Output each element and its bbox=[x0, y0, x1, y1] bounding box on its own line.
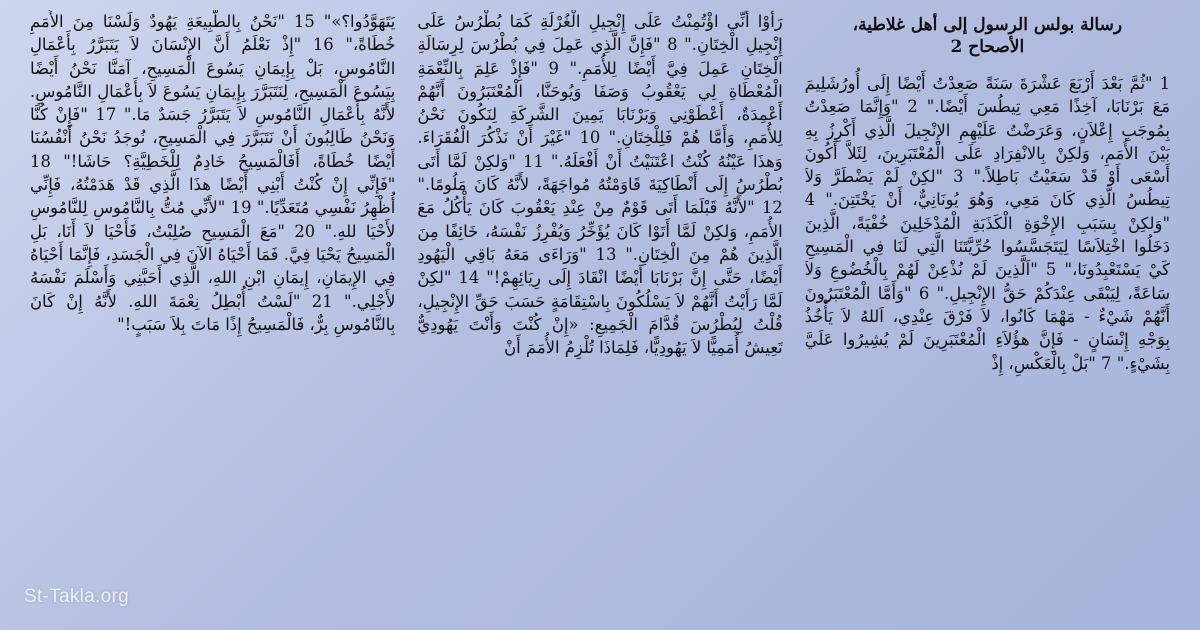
site-watermark: St-Takla.org bbox=[24, 586, 129, 607]
text-column-middle bbox=[417, 10, 782, 614]
column-text-1: 1 "ثُمَّ بَعْدَ أَرْبَعَ عَشْرَةَ سَنَةً صَعِدْتُ أَيْضًا إِلَى أُورُشَلِيمَ مَعَ بَرْنَابَا، آخِذًا مَعِي تِيطُسَ أَيْضًا." 2 "وَإِنَّمَا صَعِدْتُ بِمُوجَبِ إِعْلاَنٍ، وَعَرَضْتُ عَلَيْهِمِ الإِنْجِيلَ الَّذِي أَكْرِزُ بِهِ بَيْنَ الأُمَمِ، وَلكِنْ بِالانْفِرَادِ عَلَى الْمُعْتَبَرِينَ، لِئَلاَّ أَكُونَ أَسْعَى أَوْ قَدْ سَعَيْتُ بَاطِلاً." 3 "لكِنْ لَمْ يَضْطَرَّ وَلاَ تِيطُسُ الَّذِي كَانَ مَعِي، وَهُوَ يُونَانِيٌّ، أَنْ يَخْتَتِنَ." 4 "وَلكِنْ بِسَبَبِ الإِخْوَةِ الْكَذَبَةِ الْمُدْخَلِينَ خُفْيَةً، الَّذِينَ دَخَلُوا اخْتِلاَسًا لِيَتَجَسَّسُوا حُرِّيَّتَنَا الَّتِي لَنَا فِي الْمَسِيحِ كَيْ يَسْتَعْبِدُونَا،" 5 "اَلَّذِينَ لَمْ نُذْعِنْ لَهُمْ بِالْخُضُوعِ وَلاَ سَاعَةً، لِيَبْقَى عِنْدَكُمْ حَقُّ الإِنْجِيلِ." 6 "وَأَمَّا الْمُعْتَبَرُونَ أَنَّهُمْ شَيْءٌ - مَهْمَا كَانُوا، لاَ فَرْقَ عِنْدِي، اَللهُ لاَ يَأْخُذُ بِوَجْهِ إِنْسَانٍ - فَإِنَّ هؤُلاَءِ الْمُعْتَبَرِينَ لَمْ يُشِيرُوا عَلَيَّ بِشَيْءٍ." 7 "بَلْ بِالْعَكْسِ، إِذْ bbox=[804, 74, 1170, 373]
text-column-left bbox=[30, 10, 395, 614]
title-line-2: الأصحاح 2 bbox=[950, 37, 1025, 57]
column-text-2: رَأَوْا أَنِّي اؤْتُمِنْتُ عَلَى إِنْجِيلِ الْغُرْلَةِ كَمَا بُطْرُسُ عَلَى إِنْجِيلِ الْخِتَانِ." 8 "فَإِنَّ الَّذِي عَمِلَ فِي بُطْرُسَ لِرِسَالَةِ الْخِتَانِ عَمِلَ فِيَّ أَيْضًا لِلأُمَمِ." 9 "فَإِذْ عَلِمَ بِالنِّعْمَةِ الْمُعْطَاةِ لِي يَعْقُوبُ وَصَفَا وَيُوحَنَّا، الْمُعْتَبَرُونَ أَنَّهُمْ أَعْمِدَةٌ، أَعْطَوْنِي وَبَرْنَابَا يَمِينَ الشَّرِكَةِ لِنَكُونَ نَحْنُ لِلأُمَمِ، وَأَمَّا هُمْ فَلِلْخِتَانِ." 10 "غَيْرَ أَنْ نَذْكُرَ الْفُقَرَاءَ. وَهذَا عَيْنُهُ كُنْتُ اعْتَنَيْتُ أَنْ أَفْعَلَهُ." 11 "وَلكِنْ لَمَّا أَتَى بُطْرُسُ إِلَى أَنْطَاكِيَةَ قَاوَمْتُهُ مُواجَهَةً، لأَنَّهُ كَانَ مَلُومًا." 12 "لأَنَّهُ قَبْلَمَا أَتَى قَوْمٌ مِنْ عِنْدِ يَعْقُوبَ كَانَ يَأْكُلُ مَعَ الأُمَمِ، وَلكِنْ لَمَّا أَتَوْا كَانَ يُؤَخِّرُ وَيُفْرِزُ نَفْسَهُ، خَائِفًا مِنَ الَّذِينَ هُمْ مِنَ الْخِتَانِ." 13 "وَرَاءَى مَعَهُ بَاقِي الْيَهُودِ أَيْضًا، حَتَّى إِنَّ بَرْنَابَا أَيْضًا انْقَادَ إِلَى رِيَائِهِمْ!" 14 "لكِنْ لَمَّا رَأَيْتُ أَنَّهُمْ لاَ يَسْلُكُونَ بِاسْتِقَامَةٍ حَسَبَ حَقِّ الإِنْجِيلِ، قُلْتُ لِبُطْرُسَ قُدَّامَ الْجَمِيعِ: «إِنْ كُنْتَ وَأَنْتَ يَهُودِيٌّ تَعِيشُ أُمَمِيًّا لاَ يَهُودِيًّا، فَلِمَاذَا تُلْزِمُ الأُمَمَ أَنْ bbox=[417, 12, 783, 358]
column-text-3: يَتَهَوَّدُوا؟»" 15 "نَحْنُ بِالطَّبِيعَةِ يَهُودٌ وَلَسْنَا مِنَ الأُمَمِ خُطَاةً،" 16 "إِذْ نَعْلَمُ أَنَّ الإِنْسَانَ لاَ يَتَبَرَّرُ بِأَعْمَالِ النَّامُوسِ، بَلْ بِإِيمَانِ يَسُوعَ الْمَسِيحِ، آمَنَّا نَحْنُ أَيْضًا بِيَسُوعَ الْمَسِيحِ، لِنَتَبَرَّرَ بِإِيمَانِ يَسُوعَ لاَ بِأَعْمَالِ النَّامُوسِ. لأَنَّهُ بِأَعْمَالِ النَّامُوسِ لاَ يَتَبَرَّرُ جَسَدٌ مَا." 17 "فَإِنْ كُنَّا وَنَحْنُ طَالِبُونَ أَنْ نَتَبَرَّرَ فِي الْمَسِيحِ، نُوجَدُ نَحْنُ أَنْفُسُنَا أَيْضًا خُطَاةً، أَفَالْمَسِيحُ خَادِمٌ لِلْخَطِيَّةِ؟ حَاشَا!" 18 "فَإِنِّي إِنْ كُنْتُ أَبْنِي أَيْضًا هذَا الَّذِي قَدْ هَدَمْتُهُ، فَإِنِّي أُظْهِرُ نَفْسِي مُتَعَدِّيًا." 19 "لأَنِّي مُتُّ بِالنَّامُوسِ لِلنَّامُوسِ لأَحْيَا للهِ." 20 "مَعَ الْمَسِيحِ صُلِبْتُ، فَأَحْيَا لاَ أَنَا، بَلِ الْمَسِيحُ يَحْيَا فِيَّ. فَمَا أَحْيَاهُ الآنَ فِي الْجَسَدِ، فَإِنَّمَا أَحْيَاهُ فِي الإِيمَانِ، إِيمَانِ ابْنِ اللهِ، الَّذِي أَحَبَّنِي وَأَسْلَمَ نَفْسَهُ لأَجْلِي." 21 "لَسْتُ أُبْطِلُ نِعْمَةَ اللهِ. لأَنَّهُ إِنْ كَانَ بِالنَّامُوسِ بِرٌّ، فَالْمَسِيحُ إِذًا مَاتَ بِلاَ سَبَبٍ!" bbox=[30, 12, 396, 334]
title-line-1: رسالة بولس الرسول إلى أهل غلاطية، bbox=[852, 15, 1123, 35]
page-title bbox=[805, 14, 1170, 58]
text-column-right bbox=[805, 10, 1170, 614]
